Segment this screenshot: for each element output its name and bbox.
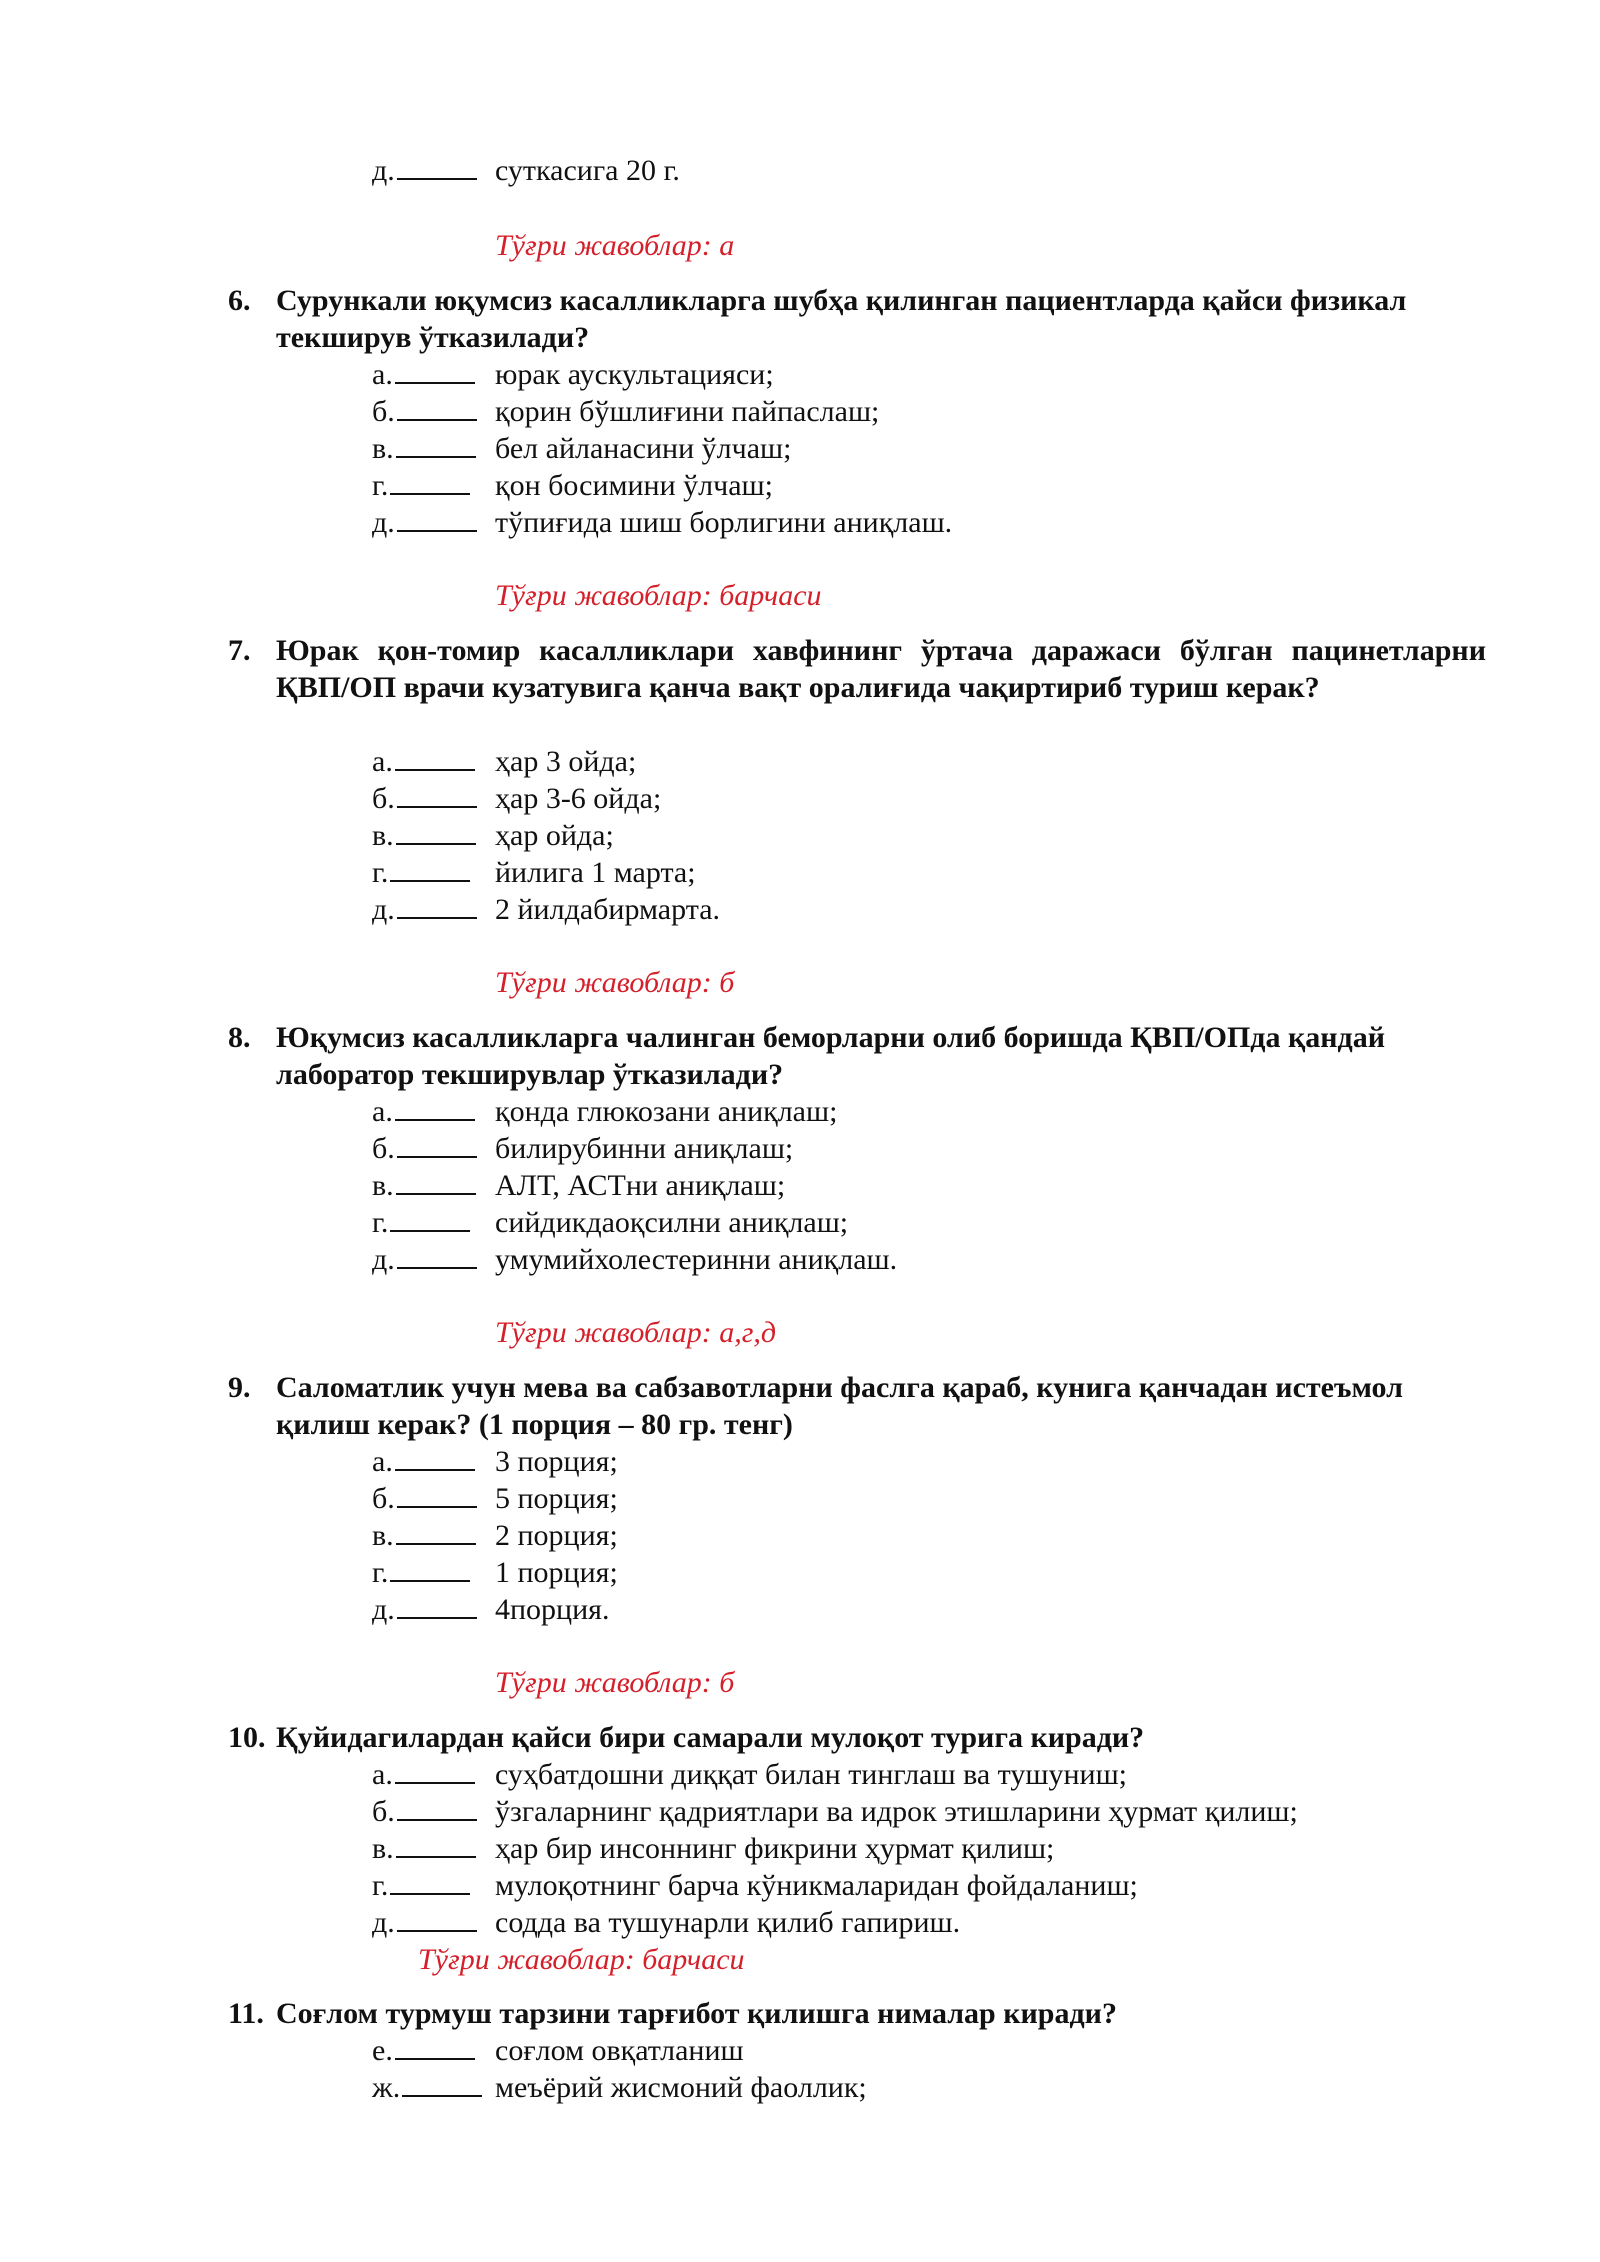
option-text: 4порция. — [495, 1593, 610, 1626]
question-text: Қуйидагилардан қайси бири самарали мулоқот турига киради? — [276, 1721, 1145, 1754]
option-letter: д. — [372, 1593, 395, 1626]
answer-blank — [396, 817, 476, 845]
question-number: 11. — [228, 1997, 264, 2030]
option-letter: а. — [372, 358, 393, 391]
option-text: ҳар 3-6 ойда; — [495, 782, 662, 815]
option-text: тўпиғида шиш борлигини аниқлаш. — [495, 506, 953, 539]
question-number: 6. — [228, 284, 251, 317]
option-letter: б. — [372, 782, 395, 815]
question-text: Саломатлик учун мева ва сабзавотларни фаслга қараб, кунига қанчадан истеъмол қилиш керак? (1 порция – 80 гр. тенг) — [276, 1371, 1403, 1441]
option-text: 5 порция; — [495, 1482, 618, 1515]
answer-blank — [395, 743, 475, 771]
option-text: сийдикдаоқсилни аниқлаш; — [495, 1206, 849, 1239]
option-letter: б. — [372, 1132, 395, 1165]
answer-blank — [402, 2069, 482, 2097]
option-letter: б. — [372, 1482, 395, 1515]
option-text: 2 йилдабирмарта. — [495, 893, 721, 926]
option-letter: ж. — [372, 2071, 401, 2104]
answer-blank — [390, 1554, 470, 1582]
option-letter: д. — [372, 154, 395, 187]
option-text: қонда глюкозани аниқлаш; — [495, 1095, 838, 1128]
answer-blank — [390, 1867, 470, 1895]
option-text: мулоқотнинг барча кўникмаларидан фойдаланиш; — [495, 1869, 1138, 1902]
option-letter: е. — [372, 2034, 393, 2067]
answer-blank — [395, 2032, 475, 2060]
option-text: ҳар ойда; — [495, 819, 614, 852]
option-text: АЛТ, АСТни аниқлаш; — [495, 1169, 786, 1202]
option-text: йилига 1 марта; — [495, 856, 696, 889]
option-text: билирубинни аниқлаш; — [495, 1132, 794, 1165]
answer-blank — [397, 1130, 477, 1158]
option-letter: д. — [372, 893, 395, 926]
answer-blank — [397, 393, 477, 421]
option-letter: д. — [372, 506, 395, 539]
option-letter: д. — [372, 1906, 395, 1939]
answer-blank — [390, 467, 470, 495]
option-text: бел айланасини ўлчаш; — [495, 432, 792, 465]
option-letter: г. — [372, 1556, 389, 1589]
option-letter: д. — [372, 1243, 395, 1276]
option-letter: б. — [372, 1795, 395, 1828]
option-letter: г. — [372, 1869, 389, 1902]
question-number: 9. — [228, 1371, 251, 1404]
question-text: Юрак қон-томир касалликлари хавфининг ўртача даражаси бўлган пацинетларни ҚВП/ОП врачи кузатувига қанча вақт оралиғида чақиртириб туриш керак? — [276, 634, 1486, 704]
answer-blank — [397, 1793, 477, 1821]
option-text: содда ва тушунарли қилиб гапириш. — [495, 1906, 961, 1939]
answer-blank — [395, 1093, 475, 1121]
question-text: Сурункали юқумсиз касалликларга шубҳа қилинган пациентларда қайси физикал текширув ўтказилади? — [276, 284, 1407, 354]
correct-answer: Тўғри жавоблар: барчаси — [495, 579, 822, 612]
option-text: ҳар бир инсоннинг фикрини ҳурмат қилиш; — [495, 1832, 1055, 1865]
answer-blank — [397, 152, 477, 180]
option-text: соғлом овқатланиш — [495, 2034, 744, 2067]
option-text: қон босимини ўлчаш; — [495, 469, 773, 502]
answer-blank — [390, 854, 470, 882]
answer-blank — [395, 1756, 475, 1784]
answer-blank — [396, 1167, 476, 1195]
option-text: умумийхолестеринни аниқлаш. — [495, 1243, 898, 1276]
correct-answer: Тўғри жавоблар: б — [495, 1666, 735, 1699]
answer-blank — [397, 1241, 477, 1269]
answer-blank — [396, 430, 476, 458]
answer-blank — [397, 1904, 477, 1932]
option-text: суҳбатдошни диққат билан тинглаш ва тушуниш; — [495, 1758, 1128, 1791]
answer-blank — [397, 1591, 477, 1619]
option-letter: в. — [372, 1519, 394, 1552]
option-text: меъёрий жисмоний фаоллик; — [495, 2071, 867, 2104]
option-text: ўзгаларнинг қадриятлари ва идрок этишларини ҳурмат қилиш; — [495, 1795, 1298, 1828]
question-number: 8. — [228, 1021, 251, 1054]
correct-answer: Тўғри жавоблар: б — [495, 966, 735, 999]
option-letter: г. — [372, 856, 389, 889]
option-letter: а. — [372, 745, 393, 778]
option-letter: а. — [372, 1758, 393, 1791]
question-number: 10. — [228, 1721, 266, 1754]
option-letter: а. — [372, 1095, 393, 1128]
question-text: Соғлом турмуш тарзини тарғибот қилишга нималар киради? — [276, 1997, 1117, 2030]
answer-blank — [396, 1517, 476, 1545]
option-text: юрак аускультацияси; — [495, 358, 774, 391]
question-number: 7. — [228, 634, 251, 667]
correct-answer: Тўғри жавоблар: а,г,д — [495, 1316, 777, 1349]
answer-blank — [397, 891, 477, 919]
option-text: суткасига 20 г. — [495, 154, 680, 187]
answer-blank — [397, 1480, 477, 1508]
answer-blank — [397, 780, 477, 808]
correct-answer: Тўғри жавоблар: а — [495, 229, 735, 262]
option-letter: в. — [372, 1832, 394, 1865]
option-letter: г. — [372, 1206, 389, 1239]
correct-answer: Тўғри жавоблар: барчаси — [418, 1943, 745, 1976]
option-text: 2 порция; — [495, 1519, 618, 1552]
option-letter: в. — [372, 432, 394, 465]
option-letter: а. — [372, 1445, 393, 1478]
answer-blank — [390, 1204, 470, 1232]
answer-blank — [397, 504, 477, 532]
option-text: 1 порция; — [495, 1556, 618, 1589]
option-letter: в. — [372, 1169, 394, 1202]
option-text: 3 порция; — [495, 1445, 618, 1478]
question-text: Юқумсиз касалликларга чалинган беморларни олиб боришда ҚВП/ОПда қандай лаборатор текширувлар ўтказилади? — [276, 1021, 1385, 1091]
answer-blank — [395, 1443, 475, 1471]
option-letter: б. — [372, 395, 395, 428]
option-letter: г. — [372, 469, 389, 502]
option-text: қорин бўшлиғини пайпаслаш; — [495, 395, 880, 428]
option-letter: в. — [372, 819, 394, 852]
answer-blank — [396, 1830, 476, 1858]
option-text: ҳар 3 ойда; — [495, 745, 637, 778]
answer-blank — [395, 356, 475, 384]
